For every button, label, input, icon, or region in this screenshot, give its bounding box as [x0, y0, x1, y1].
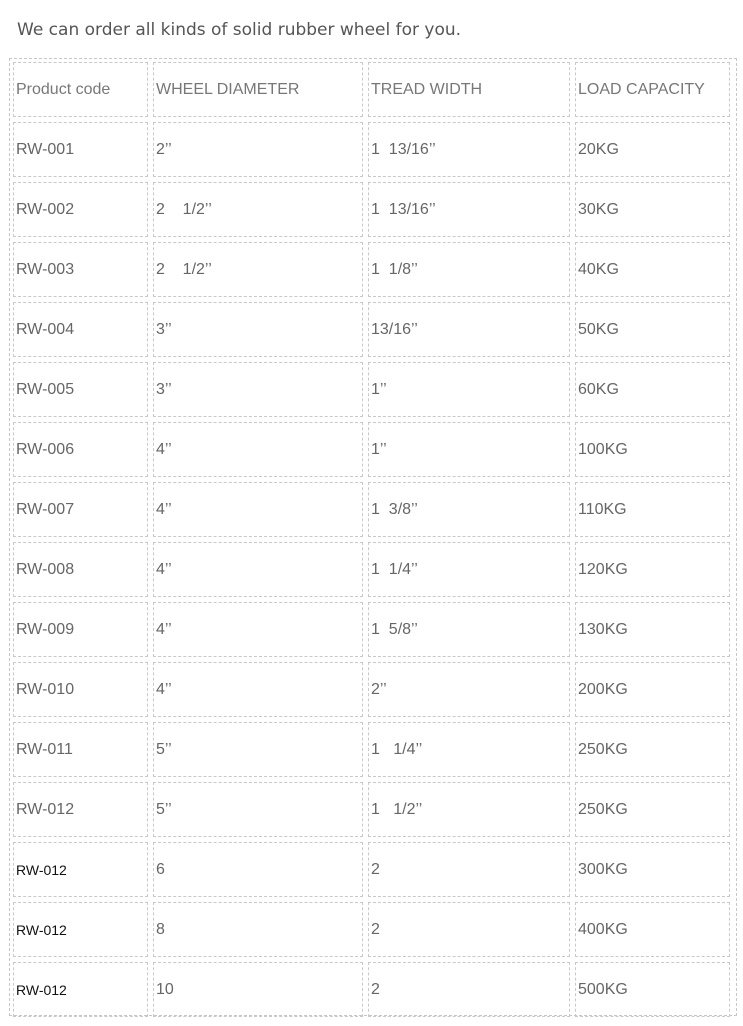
tread-width-cell: 1 13/16’’	[368, 122, 570, 177]
load-capacity-cell: 40KG	[575, 242, 730, 297]
load-capacity-cell: 130KG	[575, 602, 730, 657]
intro-text: We can order all kinds of solid rubber wheel for you.	[17, 20, 462, 40]
table-row	[13, 842, 730, 897]
product-code-cell: RW-012	[13, 902, 148, 957]
wheel-diameter-cell: 10	[153, 962, 363, 1017]
tread-width-cell: 13/16’’	[368, 302, 570, 357]
load-capacity-cell: 200KG	[575, 662, 730, 717]
load-capacity-cell: 400KG	[575, 902, 730, 957]
wheel-diameter-cell: 4’’	[153, 542, 363, 597]
wheel-diameter-cell: 3’’	[153, 302, 363, 357]
product-code-cell: RW-011	[13, 722, 148, 777]
tread-width-cell: 1 1/2’’	[368, 782, 570, 837]
product-code-cell: RW-001	[13, 122, 148, 177]
spec-table-frame	[9, 58, 737, 1016]
wheel-diameter-cell: 3’’	[153, 362, 363, 417]
tread-width-cell: 2	[368, 902, 570, 957]
header-load-capacity: LOAD CAPACITY	[575, 62, 730, 117]
tread-width-cell: 2’’	[368, 662, 570, 717]
wheel-diameter-cell: 2 1/2’’	[153, 242, 363, 297]
tread-width-cell: 1 13/16’’	[368, 182, 570, 237]
tread-width-cell: 1 5/8’’	[368, 602, 570, 657]
load-capacity-cell: 20KG	[575, 122, 730, 177]
product-code-cell: RW-003	[13, 242, 148, 297]
load-capacity-cell: 50KG	[575, 302, 730, 357]
product-code-cell: RW-005	[13, 362, 148, 417]
wheel-diameter-cell: 4’’	[153, 482, 363, 537]
wheel-diameter-cell: 5’’	[153, 782, 363, 837]
tread-width-cell: 1’’	[368, 362, 570, 417]
wheel-spec-table	[8, 57, 735, 1022]
header-tread-width: TREAD WIDTH	[368, 62, 570, 117]
load-capacity-cell: 250KG	[575, 722, 730, 777]
product-code-cell: RW-004	[13, 302, 148, 357]
table-row	[13, 662, 730, 717]
product-code-cell: RW-012	[13, 842, 148, 897]
load-capacity-cell: 120KG	[575, 542, 730, 597]
table-header-row	[13, 62, 730, 117]
header-product-code: Product code	[13, 62, 148, 117]
wheel-diameter-cell: 4’’	[153, 602, 363, 657]
product-code-cell: RW-009	[13, 602, 148, 657]
table-row	[13, 122, 730, 177]
table-row	[13, 182, 730, 237]
tread-width-cell: 2	[368, 842, 570, 897]
table-row	[13, 722, 730, 777]
tread-width-cell: 1 3/8’’	[368, 482, 570, 537]
table-row	[13, 362, 730, 417]
wheel-diameter-cell: 8	[153, 902, 363, 957]
wheel-diameter-cell: 2 1/2’’	[153, 182, 363, 237]
table-row	[13, 782, 730, 837]
product-code-cell: RW-007	[13, 482, 148, 537]
load-capacity-cell: 500KG	[575, 962, 730, 1017]
load-capacity-cell: 60KG	[575, 362, 730, 417]
tread-width-cell: 1 1/4’’	[368, 542, 570, 597]
load-capacity-cell: 300KG	[575, 842, 730, 897]
table-row	[13, 242, 730, 297]
product-code-cell: RW-002	[13, 182, 148, 237]
table-row	[13, 602, 730, 657]
tread-width-cell: 2	[368, 962, 570, 1017]
wheel-diameter-cell: 4’’	[153, 662, 363, 717]
table-row	[13, 302, 730, 357]
tread-width-cell: 1 1/8’’	[368, 242, 570, 297]
product-code-cell: RW-012	[13, 962, 148, 1017]
table-row	[13, 482, 730, 537]
product-code-cell: RW-006	[13, 422, 148, 477]
product-code-cell: RW-008	[13, 542, 148, 597]
load-capacity-cell: 250KG	[575, 782, 730, 837]
tread-width-cell: 1’’	[368, 422, 570, 477]
load-capacity-cell: 100KG	[575, 422, 730, 477]
load-capacity-cell: 110KG	[575, 482, 730, 537]
product-code-cell: RW-012	[13, 782, 148, 837]
table-row	[13, 902, 730, 957]
wheel-diameter-cell: 4’’	[153, 422, 363, 477]
table-row	[13, 422, 730, 477]
tread-width-cell: 1 1/4’’	[368, 722, 570, 777]
product-code-cell: RW-010	[13, 662, 148, 717]
table-row	[13, 542, 730, 597]
header-wheel-diameter: WHEEL DIAMETER	[153, 62, 363, 117]
wheel-diameter-cell: 6	[153, 842, 363, 897]
table-row	[13, 962, 730, 1017]
wheel-diameter-cell: 2’’	[153, 122, 363, 177]
wheel-diameter-cell: 5’’	[153, 722, 363, 777]
load-capacity-cell: 30KG	[575, 182, 730, 237]
